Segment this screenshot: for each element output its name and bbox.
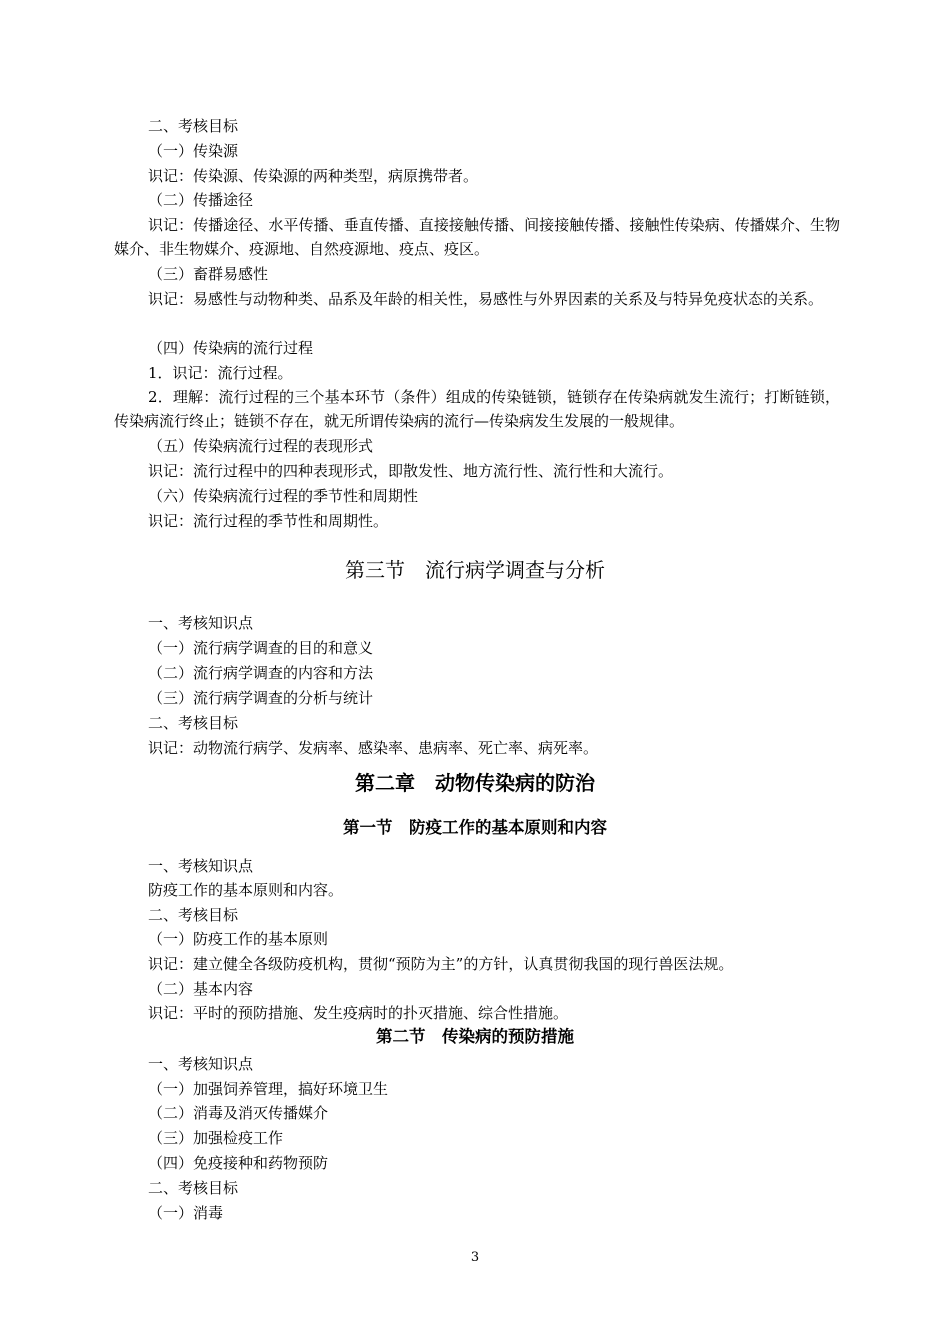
paragraph: 识记：建立健全各级防疫机构，贯彻“预防为主”的方针，认真贯彻我国的现行兽医法规。 (148, 955, 734, 973)
heading-exam-objectives: 二、考核目标 (148, 1179, 239, 1197)
paragraph: 1．识记：流行过程。 (148, 364, 293, 382)
section-title-preventive-measures: 第二节 传染病的预防措施 (376, 1027, 574, 1046)
paragraph: 识记：传播途径、水平传播、垂直传播、直接接触传播、间接接触传播、接触性传染病、传播媒介、生物媒介、非生物媒介、疫源地、自然疫源地、疫点、疫区。 (114, 216, 840, 258)
paragraph: 2．理解：流行过程的三个基本环节（条件）组成的传染链锁，链锁存在传染病就发生流行；打断链锁，传染病流行终止；链锁不存在，就无所谓传染病的流行—传染病发生发展的一般规律。 (114, 388, 840, 430)
paragraph: 识记：流行过程的季节性和周期性。 (148, 512, 389, 530)
list-item: （一）流行病学调查的目的和意义 (148, 639, 374, 657)
section-title-epidemiological-survey: 第三节 流行病学调查与分析 (345, 558, 605, 582)
list-item: （三）加强检疫工作 (148, 1129, 284, 1147)
heading-exam-objectives: 二、考核目标 (148, 117, 239, 135)
subheading-epidemic-process: （四）传染病的流行过程 (148, 339, 314, 357)
paragraph: 识记：易感性与动物种类、品系及年龄的相关性，易感性与外界因素的关系及与特异免疫状态的关系。 (148, 290, 824, 308)
heading-knowledge-points: 一、考核知识点 (148, 614, 254, 632)
paragraph: 识记：平时的预防措施、发生疫病时的扑灭措施、综合性措施。 (148, 1004, 569, 1022)
subheading-disinfection: （一）消毒 (148, 1204, 224, 1222)
subheading-transmission-route: （二）传播途径 (148, 191, 254, 209)
subheading-seasonality: （六）传染病流行过程的季节性和周期性 (148, 487, 419, 505)
list-item: （二）消毒及消灭传播媒介 (148, 1104, 329, 1122)
paragraph: 识记：动物流行病学、发病率、感染率、患病率、死亡率、病死率。 (148, 739, 599, 757)
subheading-basic-principles: （一）防疫工作的基本原则 (148, 930, 329, 948)
subheading-herd-susceptibility: （三）畜群易感性 (148, 265, 269, 283)
list-item: （二）流行病学调查的内容和方法 (148, 664, 374, 682)
list-item: （三）流行病学调查的分析与统计 (148, 689, 374, 707)
subheading-infection-source: （一）传染源 (148, 142, 239, 160)
heading-exam-objectives: 二、考核目标 (148, 714, 239, 732)
list-item: （一）加强饲养管理，搞好环境卫生 (148, 1080, 389, 1098)
chapter-title: 第二章 动物传染病的防治 (355, 771, 595, 795)
heading-knowledge-points: 一、考核知识点 (148, 1055, 254, 1073)
list-item: （四）免疫接种和药物预防 (148, 1154, 329, 1172)
heading-exam-objectives: 二、考核目标 (148, 906, 239, 924)
heading-knowledge-points: 一、考核知识点 (148, 857, 254, 875)
section-title-prevention-principles: 第一节 防疫工作的基本原则和内容 (343, 818, 607, 837)
paragraph: 识记：流行过程中的四种表现形式，即散发性、地方流行性、流行性和大流行。 (148, 462, 674, 480)
subheading-basic-content: （二）基本内容 (148, 980, 254, 998)
page-number: 3 (470, 1250, 480, 1265)
paragraph: 识记：传染源、传染源的两种类型，病原携带者。 (148, 167, 479, 185)
paragraph: 防疫工作的基本原则和内容。 (148, 881, 344, 899)
subheading-epidemic-forms: （五）传染病流行过程的表现形式 (148, 437, 374, 455)
